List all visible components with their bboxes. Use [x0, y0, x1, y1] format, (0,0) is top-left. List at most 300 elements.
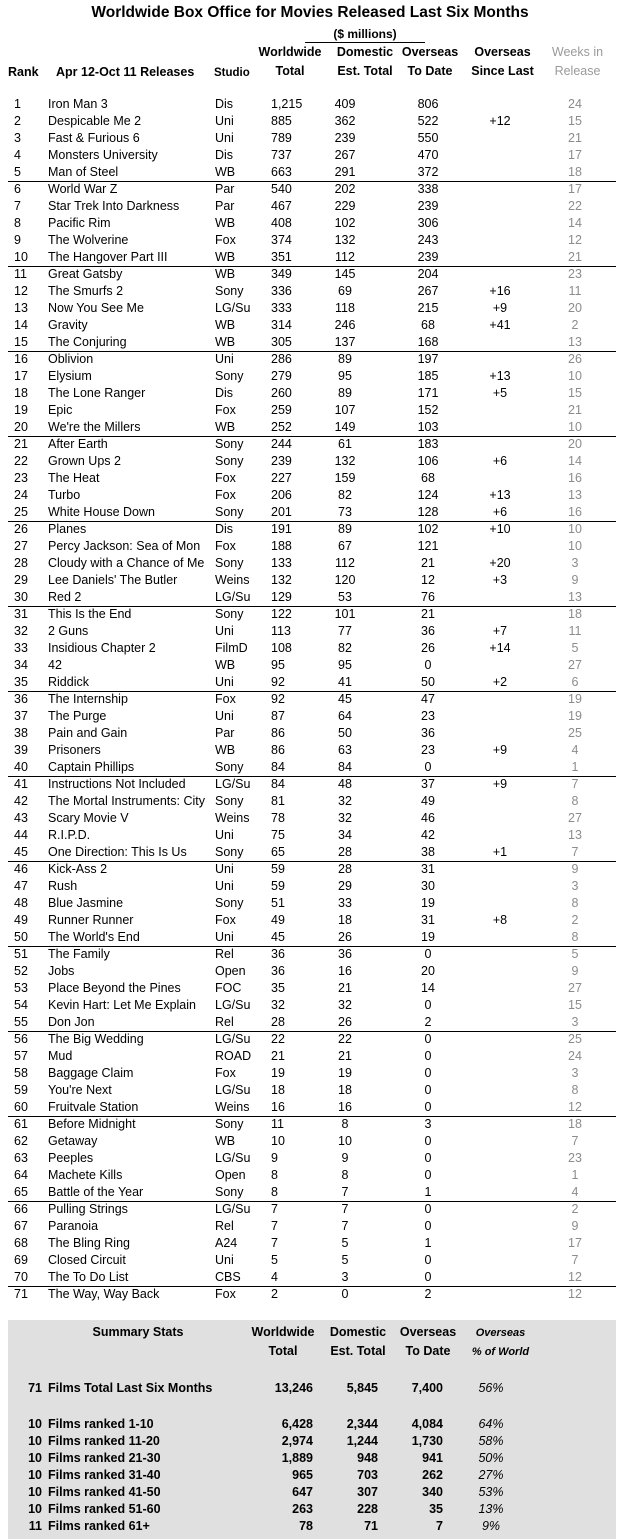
worldwide-cell: 132 [271, 573, 292, 587]
table-row [0, 1150, 620, 1167]
title-cell: Iron Man 3 [48, 97, 108, 111]
rank-cell: 62 [14, 1134, 28, 1148]
overseas-cell: 20 [421, 964, 435, 978]
worldwide-cell: 2 [271, 1287, 278, 1301]
table-row [0, 368, 620, 385]
studio-cell: Fox [215, 692, 236, 706]
worldwide-cell: 201 [271, 505, 292, 519]
studio-cell: LG/Su [215, 590, 251, 604]
studio-cell: Uni [215, 930, 234, 944]
overseas-cell: 46 [421, 811, 435, 825]
since-last-cell: +1 [492, 845, 508, 859]
rank-cell: 31 [14, 607, 28, 621]
summary-worldwide-cell: 647 [292, 1485, 313, 1499]
worldwide-cell: 885 [271, 114, 292, 128]
worldwide-cell: 206 [271, 488, 292, 502]
overseas-cell: 102 [417, 522, 439, 536]
domestic-cell: 21 [338, 981, 352, 995]
summary-worldwide-cell: 965 [292, 1468, 313, 1482]
domestic-cell: 82 [338, 641, 352, 655]
title-cell: The Conjuring [48, 335, 127, 349]
rank-cell: 50 [14, 930, 28, 944]
title-cell: Machete Kills [48, 1168, 123, 1182]
title-cell: Cloudy with a Chance of Me [48, 556, 205, 570]
domestic-cell: 0 [341, 1287, 349, 1301]
weeks-cell: 19 [568, 692, 582, 706]
overseas-cell: 197 [417, 352, 439, 366]
weeks-cell: 22 [568, 199, 582, 213]
weeks-cell: 27 [568, 811, 582, 825]
domestic-cell: 26 [338, 1015, 352, 1029]
summary-count-cell: 10 [28, 1468, 42, 1482]
table-row [0, 1201, 620, 1218]
summary-domestic-cell: 1,244 [346, 1434, 378, 1448]
title-cell: Monsters University [48, 148, 158, 162]
table-row [0, 504, 620, 521]
studio-cell: LG/Su [215, 301, 251, 315]
studio-cell: LG/Su [215, 1083, 251, 1097]
worldwide-cell: 7 [271, 1202, 278, 1216]
title-cell: The Internship [48, 692, 128, 706]
rank-cell: 49 [14, 913, 28, 927]
summary-row [8, 1433, 616, 1450]
overseas-cell: 0 [424, 1253, 432, 1267]
domestic-cell: 239 [334, 131, 356, 145]
table-row [0, 419, 620, 436]
since-last-cell: +8 [492, 913, 508, 927]
table-row [0, 1082, 620, 1099]
domestic-cell: 48 [338, 777, 352, 791]
overseas-cell: 0 [424, 658, 432, 672]
rank-cell: 38 [14, 726, 28, 740]
since-last-cell: +6 [492, 454, 508, 468]
title-cell: The Hangover Part III [48, 250, 168, 264]
overseas-cell: 106 [417, 454, 439, 468]
weeks-cell: 14 [568, 454, 582, 468]
overseas-cell: 37 [421, 777, 435, 791]
title-cell: Blue Jasmine [48, 896, 124, 910]
domestic-cell: 95 [338, 658, 352, 672]
overseas-cell: 1 [424, 1185, 432, 1199]
overseas-cell: 0 [424, 1270, 432, 1284]
rank-cell: 20 [14, 420, 28, 434]
overseas-cell: 171 [417, 386, 439, 400]
summary-overseas-cell: 941 [422, 1451, 443, 1465]
summary-overseas-cell: 262 [422, 1468, 443, 1482]
domestic-cell: 291 [334, 165, 356, 179]
overseas-cell: 806 [417, 97, 439, 111]
worldwide-cell: 7 [271, 1219, 278, 1233]
worldwide-cell: 108 [271, 641, 292, 655]
title-cell: The Family [48, 947, 110, 961]
overseas-cell: 0 [424, 1100, 432, 1114]
studio-cell: Fox [215, 471, 236, 485]
worldwide-cell: 7 [271, 1236, 278, 1250]
title-cell: Lee Daniels' The Butler [48, 573, 178, 587]
weeks-cell: 16 [568, 505, 582, 519]
summary-header-overseas-line2: To Date [405, 1344, 451, 1358]
table-row [0, 96, 620, 113]
weeks-cell: 6 [571, 675, 579, 689]
studio-cell: Par [215, 199, 235, 213]
domestic-cell: 22 [338, 1032, 352, 1046]
table-row [0, 878, 620, 895]
worldwide-cell: 467 [271, 199, 292, 213]
overseas-cell: 121 [417, 539, 439, 553]
summary-overseas-cell: 1,730 [411, 1434, 443, 1448]
rank-cell: 33 [14, 641, 28, 655]
overseas-cell: 0 [424, 1134, 432, 1148]
domestic-cell: 409 [334, 97, 356, 111]
since-last-cell: +13 [489, 488, 511, 502]
summary-label-cell: Films ranked 11-20 [48, 1434, 160, 1448]
worldwide-cell: 51 [271, 896, 285, 910]
since-last-cell: +7 [492, 624, 508, 638]
rank-cell: 56 [14, 1032, 28, 1046]
rank-cell: 67 [14, 1219, 28, 1233]
table-row [0, 249, 620, 266]
weeks-cell: 2 [571, 913, 579, 927]
rank-cell: 13 [14, 301, 28, 315]
table-row [0, 436, 620, 453]
weeks-cell: 11 [568, 624, 582, 638]
worldwide-cell: 59 [271, 879, 285, 893]
weeks-cell: 7 [571, 777, 579, 791]
rank-cell: 46 [14, 862, 28, 876]
title-cell: The Heat [48, 471, 100, 485]
summary-domestic-cell: 703 [357, 1468, 378, 1482]
title-cell: Baggage Claim [48, 1066, 134, 1080]
rank-cell: 25 [14, 505, 28, 519]
domestic-cell: 69 [338, 284, 352, 298]
title-cell: Red 2 [48, 590, 82, 604]
domestic-cell: 84 [338, 760, 352, 774]
rank-cell: 42 [14, 794, 28, 808]
worldwide-cell: 81 [271, 794, 285, 808]
table-row [0, 742, 620, 759]
table-row [0, 147, 620, 164]
rank-cell: 29 [14, 573, 28, 587]
studio-cell: Uni [215, 862, 234, 876]
rank-cell: 8 [14, 216, 21, 230]
summary-label-cell: Films Total Last Six Months [48, 1381, 213, 1395]
header-domestic-line2: Est. Total [337, 64, 393, 78]
table-row [0, 793, 620, 810]
domestic-cell: 246 [334, 318, 356, 332]
table-row [0, 317, 620, 334]
domestic-cell: 18 [338, 913, 352, 927]
studio-cell: Sony [215, 437, 244, 451]
title-cell: The Purge [48, 709, 107, 723]
rank-cell: 71 [14, 1287, 28, 1301]
table-row [0, 589, 620, 606]
summary-worldwide-cell: 6,428 [281, 1417, 313, 1431]
worldwide-cell: 259 [271, 403, 292, 417]
since-last-cell: +20 [489, 556, 511, 570]
worldwide-cell: 113 [271, 624, 291, 638]
rank-cell: 53 [14, 981, 28, 995]
studio-cell: Sony [215, 607, 244, 621]
weeks-cell: 25 [568, 726, 582, 740]
title-cell: The Big Wedding [48, 1032, 144, 1046]
overseas-cell: 1 [424, 1236, 432, 1250]
table-row [0, 572, 620, 589]
rank-cell: 30 [14, 590, 28, 604]
title-cell: Elysium [48, 369, 92, 383]
table-row [0, 521, 620, 538]
domestic-cell: 19 [338, 1066, 352, 1080]
domestic-cell: 29 [338, 879, 352, 893]
summary-count-cell: 11 [28, 1519, 42, 1533]
overseas-cell: 0 [424, 1219, 432, 1233]
rank-cell: 60 [14, 1100, 28, 1114]
domestic-cell: 9 [341, 1151, 349, 1165]
studio-cell: Rel [215, 947, 234, 961]
weeks-cell: 17 [568, 182, 582, 196]
domestic-cell: 267 [334, 148, 356, 162]
header-since-last-line1: Overseas [474, 45, 531, 59]
studio-cell: Sony [215, 1185, 244, 1199]
title-cell: Captain Phillips [48, 760, 135, 774]
weeks-cell: 20 [568, 437, 582, 451]
rank-cell: 58 [14, 1066, 28, 1080]
summary-overseas-cell: 35 [429, 1502, 443, 1516]
overseas-cell: 38 [421, 845, 435, 859]
title-cell: Turbo [48, 488, 81, 502]
rank-cell: 70 [14, 1270, 28, 1284]
rank-cell: 59 [14, 1083, 28, 1097]
domestic-cell: 53 [338, 590, 352, 604]
domestic-cell: 229 [334, 199, 356, 213]
title-cell: R.I.P.D. [48, 828, 91, 842]
domestic-cell: 16 [338, 1100, 352, 1114]
domestic-cell: 7 [341, 1219, 349, 1233]
summary-count-cell: 10 [28, 1451, 42, 1465]
studio-cell: Sony [215, 505, 244, 519]
worldwide-cell: 129 [271, 590, 292, 604]
summary-stats-panel [8, 1320, 616, 1539]
title-cell: 2 Guns [48, 624, 89, 638]
worldwide-cell: 239 [271, 454, 292, 468]
rank-cell: 68 [14, 1236, 28, 1250]
weeks-cell: 9 [571, 1219, 579, 1233]
overseas-cell: 522 [417, 114, 439, 128]
studio-cell: Uni [215, 675, 234, 689]
worldwide-cell: 22 [271, 1032, 285, 1046]
worldwide-cell: 314 [271, 318, 292, 332]
since-last-cell: +5 [492, 386, 508, 400]
table-row [0, 1269, 620, 1286]
summary-pct-cell: 53% [478, 1485, 504, 1499]
domestic-cell: 82 [338, 488, 352, 502]
worldwide-cell: 45 [271, 930, 285, 944]
summary-title: Summary Stats [92, 1325, 184, 1339]
title-cell: Peeples [48, 1151, 94, 1165]
title-cell: Percy Jackson: Sea of Mon [48, 539, 201, 553]
domestic-cell: 89 [338, 522, 352, 536]
table-row [0, 215, 620, 232]
studio-cell: Rel [215, 1219, 234, 1233]
overseas-cell: 19 [421, 896, 435, 910]
table-row [0, 470, 620, 487]
domestic-cell: 34 [338, 828, 352, 842]
table-row [0, 606, 620, 623]
rank-cell: 7 [14, 199, 21, 213]
weeks-cell: 23 [568, 1151, 582, 1165]
table-row [0, 657, 620, 674]
weeks-cell: 9 [571, 964, 579, 978]
overseas-cell: 76 [421, 590, 435, 604]
weeks-cell: 24 [568, 97, 582, 111]
title-cell: The Smurfs 2 [48, 284, 124, 298]
table-row [0, 725, 620, 742]
worldwide-cell: 36 [271, 964, 285, 978]
table-row [0, 113, 620, 130]
studio-cell: WB [215, 658, 236, 672]
studio-cell: Fox [215, 488, 236, 502]
title-cell: Gravity [48, 318, 88, 332]
weeks-cell: 15 [568, 386, 582, 400]
title-cell: Paranoia [48, 1219, 99, 1233]
studio-cell: WB [215, 420, 236, 434]
table-row [0, 1065, 620, 1082]
studio-cell: WB [215, 743, 236, 757]
overseas-cell: 68 [421, 471, 435, 485]
header-overseas-line2: To Date [407, 64, 453, 78]
title-cell: Oblivion [48, 352, 94, 366]
rank-cell: 12 [14, 284, 28, 298]
overseas-cell: 26 [421, 641, 435, 655]
worldwide-cell: 10 [271, 1134, 285, 1148]
domestic-cell: 67 [338, 539, 352, 553]
studio-cell: LG/Su [215, 777, 251, 791]
table-row [0, 895, 620, 912]
domestic-cell: 63 [338, 743, 352, 757]
rank-cell: 6 [14, 182, 21, 196]
title-cell: White House Down [48, 505, 155, 519]
worldwide-cell: 540 [271, 182, 292, 196]
header-worldwide-line2: Total [275, 64, 305, 78]
domestic-cell: 64 [338, 709, 352, 723]
title-cell: Man of Steel [48, 165, 119, 179]
worldwide-cell: 36 [271, 947, 285, 961]
weeks-cell: 12 [568, 1287, 582, 1301]
worldwide-cell: 19 [271, 1066, 285, 1080]
header-since-last-line2: Since Last [471, 64, 534, 78]
studio-cell: Par [215, 726, 235, 740]
overseas-cell: 30 [421, 879, 435, 893]
header-domestic-line1: Domestic [336, 45, 394, 59]
summary-header-pct-line1: Overseas [475, 1327, 526, 1339]
table-row [0, 691, 620, 708]
studio-cell: Uni [215, 1253, 234, 1267]
rank-cell: 35 [14, 675, 28, 689]
table-row [0, 929, 620, 946]
table-row [0, 623, 620, 640]
overseas-cell: 49 [421, 794, 435, 808]
rank-cell: 2 [14, 114, 21, 128]
summary-header-worldwide-line1: Worldwide [251, 1325, 315, 1339]
weeks-cell: 8 [571, 896, 579, 910]
overseas-cell: 0 [424, 1066, 432, 1080]
overseas-cell: 12 [421, 573, 435, 587]
domestic-cell: 102 [334, 216, 356, 230]
studio-cell: Sony [215, 556, 244, 570]
summary-count-cell: 71 [28, 1381, 42, 1395]
title-cell: Prisoners [48, 743, 101, 757]
domestic-cell: 41 [338, 675, 352, 689]
overseas-cell: 239 [417, 199, 439, 213]
worldwide-cell: 663 [271, 165, 292, 179]
studio-cell: Uni [215, 352, 234, 366]
studio-cell: Uni [215, 624, 234, 638]
title-cell: Instructions Not Included [48, 777, 186, 791]
domestic-cell: 5 [341, 1253, 349, 1267]
domestic-cell: 32 [338, 794, 352, 808]
summary-label-cell: Films ranked 31-40 [48, 1468, 161, 1482]
title-cell: Grown Ups 2 [48, 454, 121, 468]
studio-cell: WB [215, 1134, 236, 1148]
studio-cell: FOC [215, 981, 242, 995]
studio-cell: Dis [215, 97, 234, 111]
summary-pct-cell: 64% [478, 1417, 504, 1431]
summary-worldwide-cell: 263 [292, 1502, 313, 1516]
summary-header-pct-line2: % of World [471, 1346, 530, 1358]
worldwide-cell: 8 [271, 1168, 278, 1182]
worldwide-cell: 92 [271, 692, 285, 706]
table-row [0, 827, 620, 844]
studio-cell: Sony [215, 369, 244, 383]
weeks-cell: 17 [568, 1236, 582, 1250]
title-cell: Planes [48, 522, 87, 536]
header-overseas-line1: Overseas [401, 45, 459, 59]
worldwide-cell: 789 [271, 131, 292, 145]
rank-cell: 36 [14, 692, 28, 706]
rank-cell: 17 [14, 369, 28, 383]
weeks-cell: 23 [568, 267, 582, 281]
weeks-cell: 9 [571, 862, 579, 876]
header-weeks-line1: Weeks in [551, 45, 604, 59]
weeks-cell: 15 [568, 998, 582, 1012]
summary-worldwide-cell: 1,889 [281, 1451, 313, 1465]
title-cell: Place Beyond the Pines [48, 981, 181, 995]
title-cell: After Earth [48, 437, 108, 451]
overseas-cell: 2 [424, 1015, 432, 1029]
summary-row [8, 1518, 616, 1535]
studio-cell: Weins [215, 573, 250, 587]
title-cell: The Mortal Instruments: City [48, 794, 205, 808]
worldwide-cell: 286 [271, 352, 292, 366]
table-row [0, 300, 620, 317]
studio-cell: Rel [215, 1015, 234, 1029]
table-row [0, 351, 620, 368]
rank-cell: 55 [14, 1015, 28, 1029]
studio-cell: A24 [215, 1236, 238, 1250]
rank-cell: 23 [14, 471, 28, 485]
rank-cell: 52 [14, 964, 28, 978]
summary-pct-cell: 58% [478, 1434, 504, 1448]
overseas-cell: 168 [417, 335, 439, 349]
worldwide-cell: 4 [271, 1270, 278, 1284]
overseas-cell: 23 [421, 743, 435, 757]
overseas-cell: 31 [421, 862, 435, 876]
table-row [0, 1014, 620, 1031]
table-row [0, 232, 620, 249]
studio-cell: Weins [215, 811, 250, 825]
summary-worldwide-cell: 2,974 [281, 1434, 313, 1448]
table-row [0, 1031, 620, 1048]
domestic-cell: 112 [335, 556, 355, 570]
